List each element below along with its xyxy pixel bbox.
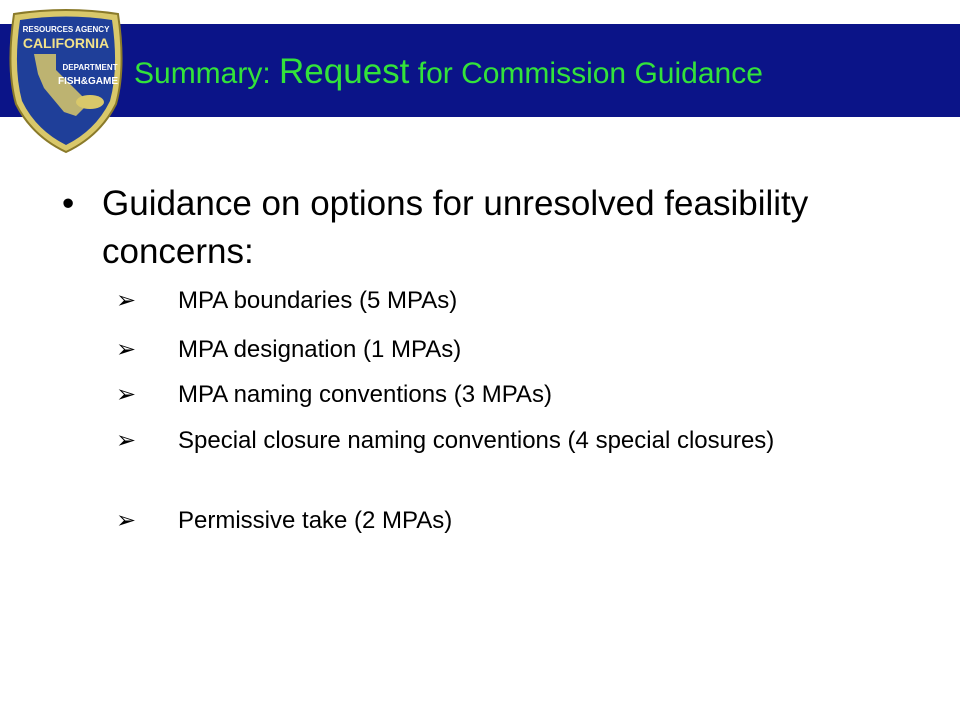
sub-item-text: MPA boundaries (5 MPAs) (178, 287, 458, 314)
arrow-bullet-icon: ➢ (116, 336, 137, 363)
title-part-summary: Summary: (134, 57, 280, 90)
bullet-dot: • (62, 184, 75, 223)
badge-line-resources-agency: RESOURCES AGENCY (22, 25, 110, 34)
sub-item-text: MPA designation (1 MPAs) (178, 336, 462, 363)
badge-line-california: CALIFORNIA (22, 35, 110, 51)
title-part-rest: for Commission Guidance (409, 57, 763, 90)
badge-line-department: DEPARTMENT (62, 63, 118, 72)
sub-item-text: MPA naming conventions (3 MPAs) (178, 381, 552, 408)
arrow-bullet-icon: ➢ (116, 287, 137, 314)
sub-item-naming (116, 381, 896, 409)
sub-item-text: Special closure naming conventions (4 special closures) (178, 427, 775, 454)
arrow-bullet-icon: ➢ (116, 381, 137, 408)
badge-line-fish-and-game: FISH&GAME (58, 76, 118, 87)
sub-item-special-closure (116, 427, 896, 455)
sub-item-permissive-take (116, 507, 896, 535)
title-part-request: Request (279, 52, 410, 91)
sub-item-text: Permissive take (2 MPAs) (178, 507, 453, 534)
main-bullet-text: Guidance on options for unresolved feasibility concerns: (102, 184, 809, 271)
arrow-bullet-icon: ➢ (116, 507, 137, 534)
arrow-bullet-icon: ➢ (116, 427, 137, 454)
sub-item-boundaries (116, 287, 896, 315)
main-bullet (62, 180, 842, 276)
sub-item-designation (116, 336, 896, 364)
